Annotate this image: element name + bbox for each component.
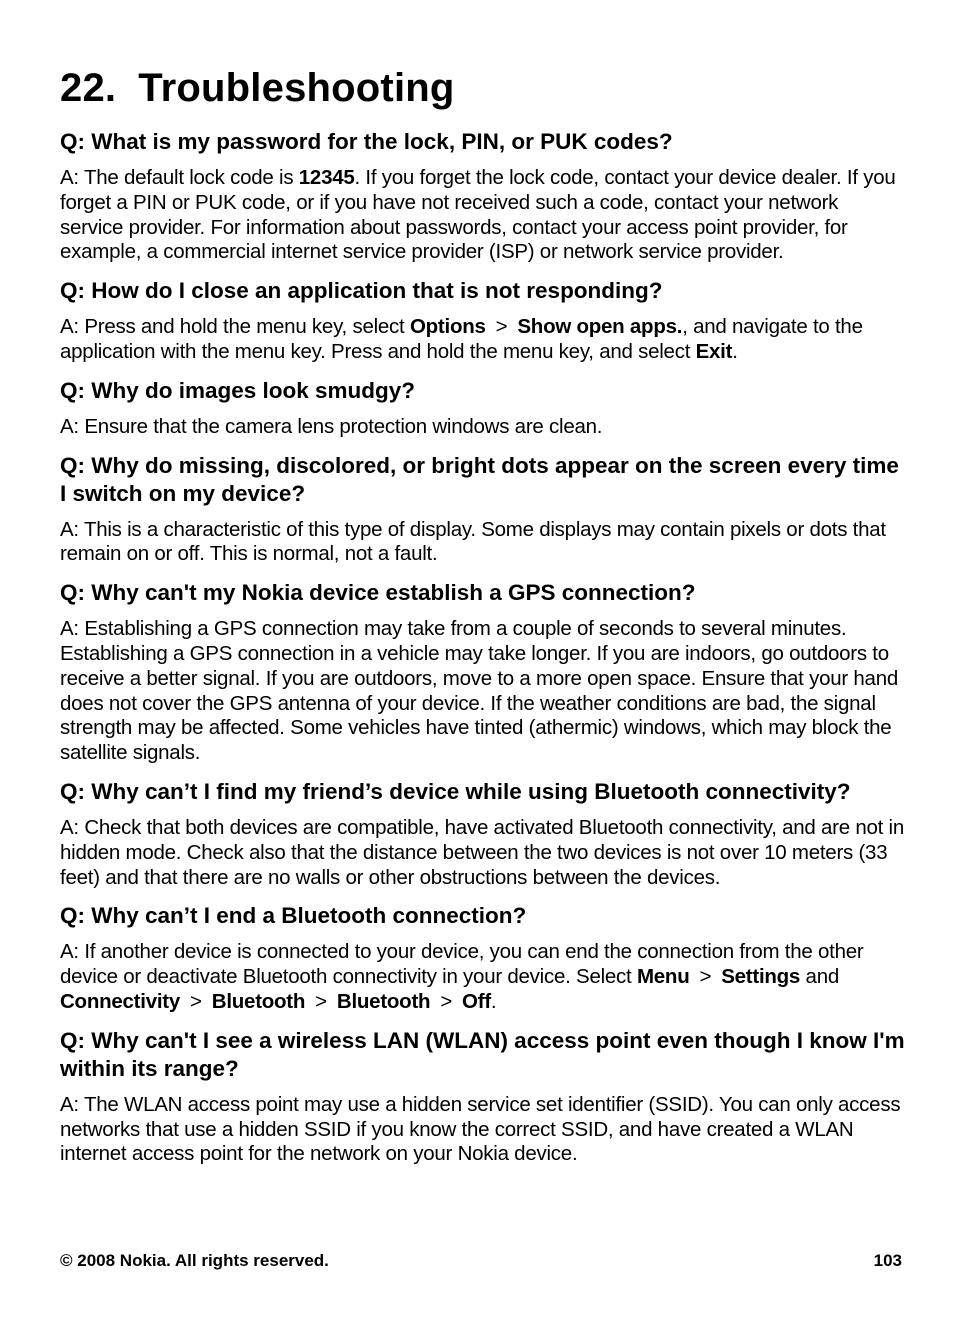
- answer-text: and: [800, 965, 839, 989]
- menu-path-separator: >: [440, 989, 453, 1013]
- faq-item: [60, 579, 906, 766]
- default-lock-code: 12345: [298, 166, 355, 189]
- faq-answer: [60, 940, 906, 1014]
- answer-text: .: [490, 989, 497, 1013]
- menu-path-separator: >: [699, 965, 712, 989]
- chapter-title: [60, 62, 906, 114]
- faq-item: [60, 277, 906, 365]
- faq-answer: A: The WLAN access point may use a hidden service set identifier (SSID). You can only access networks that use a hidden SSID if you know the correct SSID, and have created a WLAN internet access point for the network on your Nokia device.: [60, 1092, 901, 1166]
- faq-item: [60, 778, 906, 890]
- faq-answer: [60, 315, 906, 365]
- faq-item: [60, 1027, 906, 1167]
- faq-question: Q: Why can't I see a wireless LAN (WLAN) access point even though I know I'm within its range?: [60, 1027, 905, 1081]
- menu-path-bluetooth: Bluetooth: [211, 989, 306, 1013]
- faq-question: Q: What is my password for the lock, PIN, or PUK codes?: [60, 129, 673, 154]
- faq-answer: [60, 166, 906, 265]
- answer-text: .: [732, 339, 738, 363]
- page-number: 103: [873, 1251, 902, 1270]
- faq-answer: A: Establishing a GPS connection may take from a couple of seconds to several minutes. Establishing a GPS connection in a vehicle may take longer. If you are indoors, go outdoors to receive a better signal. If you are outdoors, move to a more open space. Ensure that your hand does not cover the GPS antenna of your device. If the weather conditions are bad, the signal strength may be affected. Some vehicles have tinted (athermic) windows, which may block the satellite signals.: [60, 617, 899, 765]
- answer-text: , and navigate to the application with the menu key. Press and hold the menu key, and select: [60, 315, 863, 363]
- faq-question: Q: How do I close an application that is not responding?: [60, 278, 663, 304]
- faq-item: [60, 128, 906, 265]
- menu-path-connectivity: Connectivity: [60, 989, 181, 1013]
- menu-path-menu: Menu: [636, 965, 690, 989]
- faq-item: [60, 377, 906, 440]
- faq-item: [60, 902, 906, 1014]
- menu-path-exit: Exit: [695, 339, 733, 363]
- faq-question: Q: Why can’t I end a Bluetooth connection?: [60, 903, 527, 929]
- menu-path-off: Off: [462, 989, 491, 1013]
- answer-text: A: The default lock code is: [60, 166, 299, 189]
- answer-text: A: If another device is connected to your device, you can end the connection from the other device or deactivate Bluetooth connectivity in your device. Select: [60, 940, 864, 989]
- menu-path-settings: Settings: [721, 965, 801, 989]
- menu-path-separator: >: [315, 989, 327, 1013]
- document-page: [60, 62, 906, 1179]
- menu-path-separator: >: [495, 315, 508, 339]
- copyright-notice: © 2008 Nokia. All rights reserved.: [60, 1251, 329, 1270]
- menu-path-separator: >: [190, 989, 202, 1013]
- faq-question: Q: Why do images look smudgy?: [60, 377, 416, 403]
- menu-path-bluetooth: Bluetooth: [336, 989, 431, 1013]
- answer-text: . If you forget the lock code, contact your device dealer. If you forget a PIN or PUK code, or if you have not received such a code, contact your network service provider. For information about passwords, contact your access point provider, for example, a commercial internet service provider (ISP) or network service provider.: [60, 166, 896, 264]
- faq-question: Q: Why can't my Nokia device establish a GPS connection?: [60, 580, 696, 606]
- answer-text: A: Press and hold the menu key, select: [60, 315, 410, 339]
- chapter-title-text: Troubleshooting: [138, 66, 455, 110]
- faq-question: Q: Why do missing, discolored, or bright dots appear on the screen every time I switch on my device?: [60, 452, 899, 506]
- faq-question: Q: Why can’t I find my friend’s device while using Bluetooth connectivity?: [60, 778, 851, 804]
- chapter-number: 22.: [60, 66, 117, 110]
- faq-answer: A: This is a characteristic of this type of display. Some displays may contain pixels or dots that remain on or off. This is normal, not a fault.: [60, 517, 886, 566]
- faq-item: [60, 452, 906, 568]
- menu-path-show-open-apps: Show open apps.: [517, 315, 683, 339]
- faq-answer: A: Ensure that the camera lens protection windows are clean.: [60, 414, 603, 438]
- menu-path-options: Options: [409, 315, 486, 339]
- faq-answer: A: Check that both devices are compatible, have activated Bluetooth connectivity, and are not in hidden mode. Check also that the distance between the two devices is not over 10 meters (33 feet) and that there are no walls or other obstructions between the devices.: [60, 815, 904, 889]
